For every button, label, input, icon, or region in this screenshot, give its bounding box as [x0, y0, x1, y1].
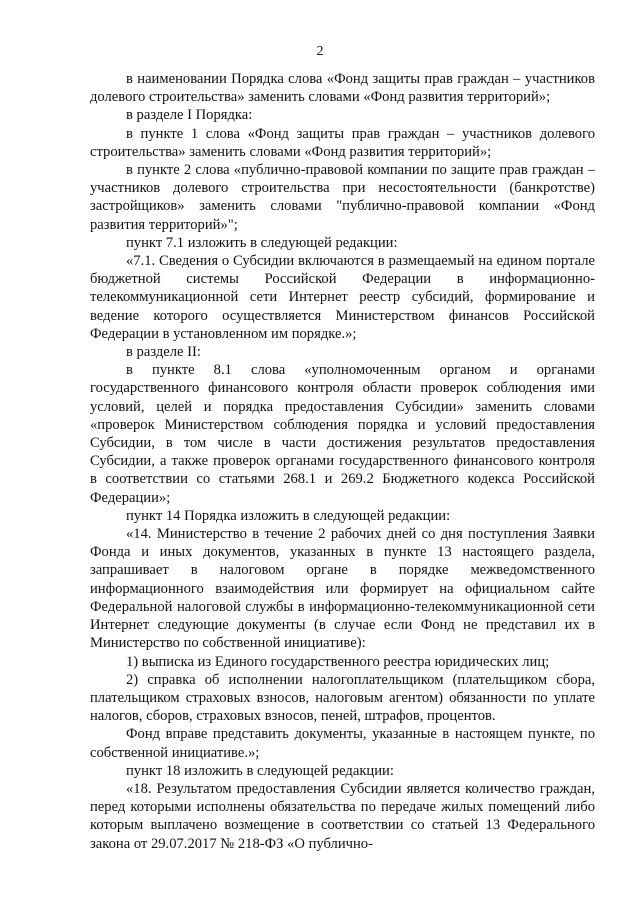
paragraph-item-8-1: в пункте 8.1 слова «уполномоченным органом и органами государственного финансового контроля области проверок соблюдения ими условий, целей и порядка предоставления Субсидии» заменить словами «проверок Министерством соблюдения порядка и условий предоставления Субсидии, в том числе в части достижения результатов предоставления Субсидии, а также проверок органами государственного финансового контроля в соответствии со статьями 268.1 и 269.2 Бюджетного кодекса Российской Федерации»; — [90, 362, 595, 506]
paragraph-item-14-list-1: 1) выписка из Единого государственного реестра юридических лиц; — [126, 653, 550, 670]
paragraph-item-18-text: «18. Результатом предоставления Субсидии является количество граждан, перед которыми исполнены обязательства по передаче жилых помещений либо которым выплачено возмещение в соответствии со статьей 13 Федерального закона от 29.07.2017 № 218-ФЗ «О публично- — [90, 780, 595, 852]
document-body — [90, 70, 595, 853]
paragraph-item-7-1-intro: пункт 7.1 изложить в следующей редакции: — [126, 234, 398, 251]
paragraph-rename-order: в наименовании Порядка слова «Фонд защиты прав граждан – участников долевого строительства» заменить словами «Фонд развития территорий»; — [90, 71, 595, 106]
paragraph-section-2: в разделе II: — [126, 344, 201, 361]
paragraph-item-18-intro: пункт 18 изложить в следующей редакции: — [126, 762, 394, 779]
paragraph-section-1: в разделе I Порядка: — [126, 107, 253, 124]
paragraph-item-14-closing: Фонд вправе представить документы, указанные в настоящем пункте, по собственной инициативе.»; — [90, 726, 595, 761]
paragraph-item-14-list-2: 2) справка об исполнении налогоплательщиком (плательщиком сбора, плательщиком страховых взносов, налоговым агентом) обязанности по уплате налогов, сборов, страховых взносов, пеней, штрафов, процентов. — [90, 671, 595, 725]
paragraph-item-7-1-text: «7.1. Сведения о Субсидии включаются в размещаемый на едином портале бюджетной системы Российской Федерации в информационно-телекоммуникационной сети Интернет реестр субсидий, формирование и ведение которого осуществляется Министерством финансов Российской Федерации в установленном им порядке.»; — [90, 253, 595, 342]
paragraph-item-2: в пункте 2 слова «публично-правовой компании по защите прав граждан – участников долевого строительства при несостоятельности (банкротстве) застройщиков» заменить словами "публично-правовой компании «Фонд развития территорий»"; — [90, 162, 595, 233]
paragraph-item-14-intro: пункт 14 Порядка изложить в следующей редакции: — [126, 507, 451, 524]
paragraph-item-1: в пункте 1 слова «Фонд защиты прав граждан – участников долевого строительства» заменить словами «Фонд развития территорий»; — [90, 125, 595, 160]
paragraph-item-14-text: «14. Министерство в течение 2 рабочих дней со дня поступления Заявки Фонда и иных документов, указанных в пункте 13 настоящего раздела, запрашивает в налоговом органе в порядке межведомственного информационного взаимодействия или формирует на официальном сайте Федеральной налоговой службы в информационно-телекоммуникационной сети Интернет следующие документы (в случае если Фонд не представил их в Министерство по собственной инициативе): — [90, 526, 595, 652]
page-number: 2 — [316, 44, 324, 59]
